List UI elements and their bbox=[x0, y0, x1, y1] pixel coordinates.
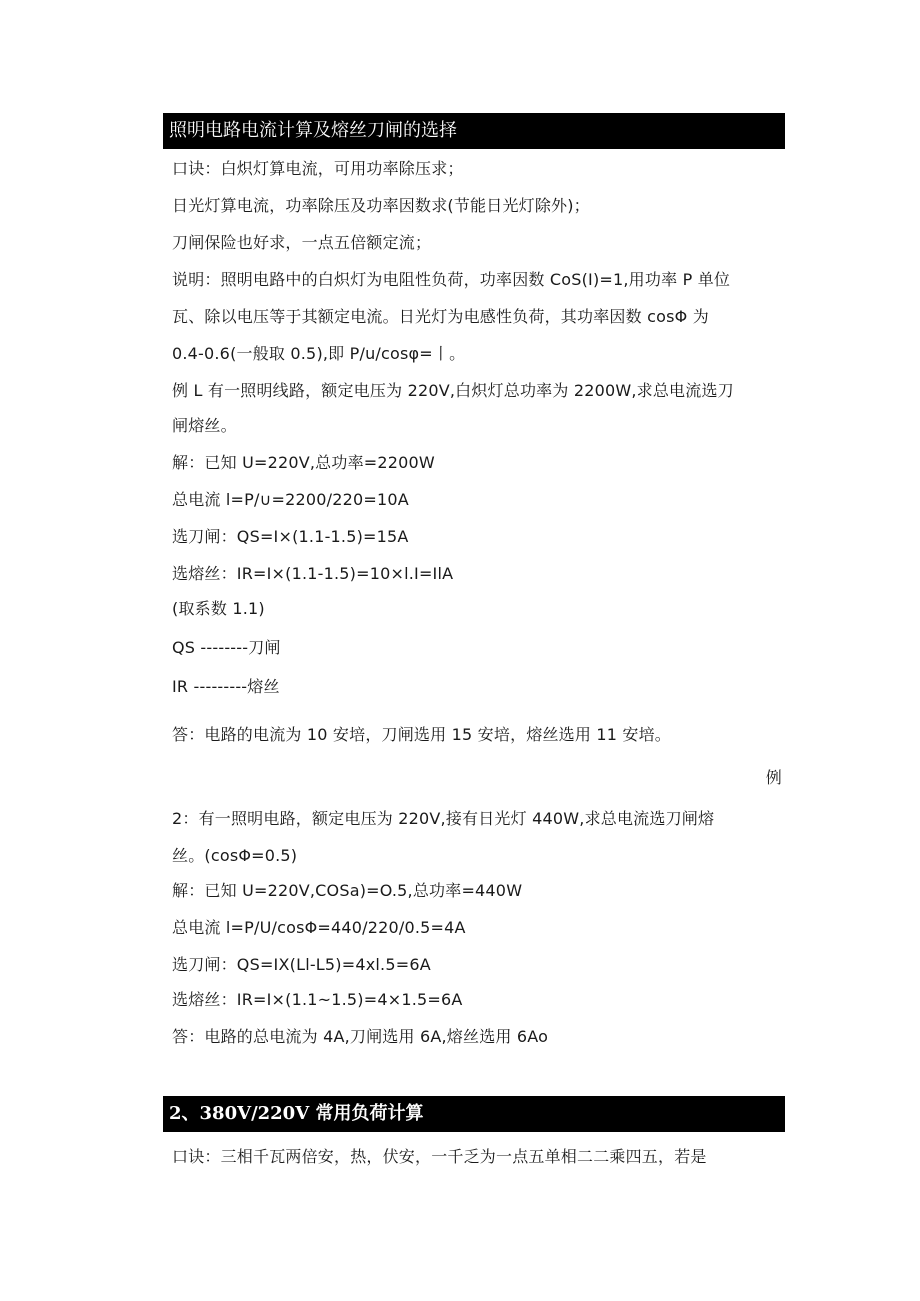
text-line: 总电流 l=P/∪=2200/220=10A bbox=[172, 490, 409, 509]
text-line: 瓦、除以电压等于其额定电流。日光灯为电感性负荷，其功率因数 cosΦ 为 bbox=[172, 307, 709, 326]
section-heading: 照明电路电流计算及熔丝刀闸的选择 bbox=[163, 113, 785, 149]
text-line: 选熔丝：IR=I×(1.1~1.5)=4×1.5=6A bbox=[172, 990, 463, 1009]
text-line: 0.4-0.6(一般取 0.5),即 P/u/cosφ=丨。 bbox=[172, 344, 466, 363]
text-line: 解：已知 U=220V,总功率=2200W bbox=[172, 453, 435, 472]
text-line: 说明：照明电路中的白炽灯为电阻性负荷，功率因数 CoS(I)=1,用功率 P 单位 bbox=[172, 270, 731, 289]
text-line: 口诀：三相千瓦两倍安，热，伏安，一千乏为一点五单相二二乘四五，若是 bbox=[172, 1147, 707, 1166]
text-line: 解：已知 U=220V,COSa)=O.5,总功率=440W bbox=[172, 881, 523, 900]
text-line: IR ---------熔丝 bbox=[172, 677, 280, 696]
text-line: 刀闸保险也好求，一点五倍额定流； bbox=[172, 233, 432, 252]
text-line: QS --------刀闸 bbox=[172, 638, 281, 657]
section-heading: 2、380V/220V 常用负荷计算 bbox=[163, 1096, 785, 1132]
text-line: 日光灯算电流，功率除压及功率因数求(节能日光灯除外)； bbox=[172, 196, 590, 215]
text-line: 例 bbox=[765, 768, 782, 787]
text-line: (取系数 1.1) bbox=[172, 599, 265, 618]
text-line: 丝。(cosΦ=0.5) bbox=[172, 846, 298, 865]
text-line: 选刀闸：QS=I×(1.1-1.5)=15A bbox=[172, 527, 409, 546]
text-line: 选刀闸：QS=IX(Ll-L5)=4xl.5=6A bbox=[172, 955, 431, 974]
text-line: 选熔丝：IR=I×(1.1-1.5)=10×l.I=IlA bbox=[172, 564, 454, 583]
text-line: 答：电路的电流为 10 安培，刀闸选用 15 安培，熔丝选用 11 安培。 bbox=[172, 725, 671, 744]
text-line: 例 L 有一照明线路，额定电压为 220V,白炽灯总功率为 2200W,求总电流选刀 bbox=[172, 381, 734, 400]
text-line: 口诀：白炽灯算电流，可用功率除压求； bbox=[172, 159, 464, 178]
text-line: 2：有一照明电路，额定电压为 220V,接有日光灯 440W,求总电流选刀闸熔 bbox=[172, 809, 715, 828]
text-line: 答：电路的总电流为 4A,刀闸选用 6A,熔丝选用 6Ao bbox=[172, 1027, 549, 1046]
text-line: 总电流 l=P/U/cosΦ=440/220/0.5=4A bbox=[172, 918, 466, 937]
text-line: 闸熔丝。 bbox=[172, 416, 237, 435]
